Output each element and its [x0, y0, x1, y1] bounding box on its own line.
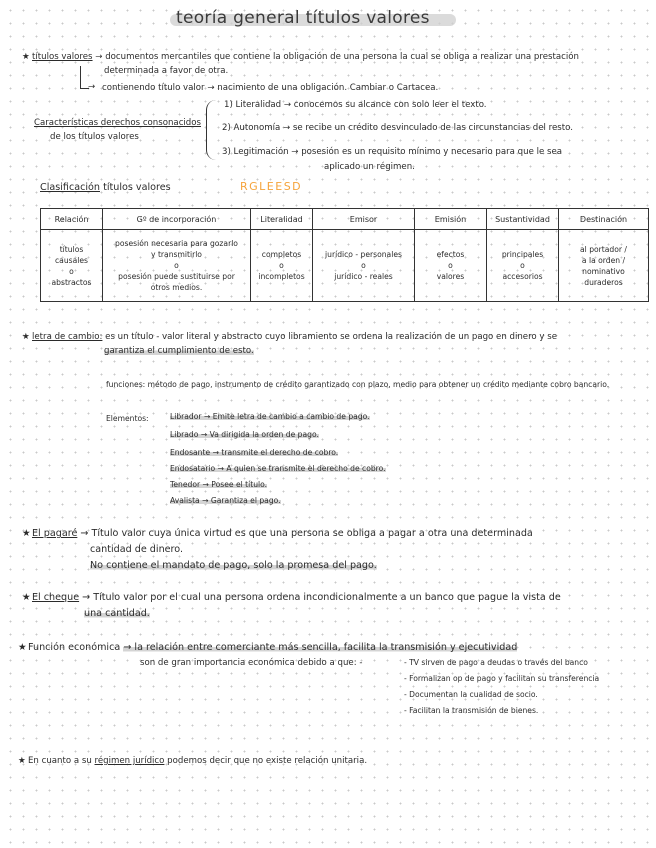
table-header-cell: Emisión [415, 209, 487, 230]
letra-bullet: ★ [22, 332, 30, 342]
funcion-item: - Formalizan op de pago y facilitan su transferencia [404, 674, 600, 683]
table-header-cell: Gº de incorporación [103, 209, 251, 230]
arrow-icon: → [95, 52, 103, 62]
elemento-item: Librado → Va dirigida la orden de pago. [170, 430, 319, 439]
funcion-bullet: ★ [18, 642, 27, 653]
elemento-item: Endosatario → A quien se transmite el derecho de cobro. [170, 464, 386, 473]
cell-line: efectos [436, 250, 465, 259]
contienen-text: título valor → nacimiento de una obligación. Cambiar o Cartacea. [158, 83, 439, 93]
cheque-line1: → Título valor por el cual una persona ordena incondicionalmente a un banco que pague la vista de [82, 592, 561, 603]
table-header-cell: Emisor [313, 209, 415, 230]
cell-line: jurídico - reales [334, 272, 393, 281]
elemento-item: Avalista → Garantiza el pago. [170, 496, 281, 505]
pagare-label: El pagaré [32, 528, 78, 539]
pagare-definition [32, 528, 533, 539]
cell-line: posesión puede sustituirse por [118, 272, 235, 281]
cheque-line2: una cantidad. [84, 608, 150, 619]
elementos-label: Elementos: [106, 414, 149, 423]
regimen-rest: podemos decir que no existe relación unitaria. [167, 756, 368, 766]
hook-arrow-icon: → [88, 82, 96, 92]
cheque-label: El cheque [32, 592, 80, 603]
table-cell-relacion [41, 230, 103, 302]
funcion-item-text: Facilitan la transmisión de bienes. [409, 706, 539, 715]
cheque-bullet: ★ [22, 592, 31, 603]
pagare-line1: → Título valor cuya única virtud es que una persona se obliga a pagar a otra una determinada [80, 528, 533, 539]
table-header-cell: Literalidad [251, 209, 313, 230]
pagare-bullet: ★ [22, 528, 31, 539]
cell-line: nominativo [582, 266, 625, 276]
regimen-bullet: ★ [18, 756, 26, 766]
titulos-valores-line1: documentos mercantiles que contiene la obligación de una persona la cual se obliga a realizar una prestación [105, 52, 579, 62]
caracteristica-3: 3) Legitimación → posesión es un requisito mínimo y necesario para que le sea [222, 147, 563, 157]
clasificacion-heading [40, 182, 171, 193]
cell-line: principales [501, 250, 544, 259]
funcion-item-text: Documentan la cualidad de socio. [409, 690, 538, 699]
funcion-line2: son de gran importancia económica debido a que: - [140, 658, 363, 668]
funcion-item: - TV sirven de pago a deudas o través del banco [404, 658, 588, 667]
caracteristicas-label-2: de los títulos valores [50, 132, 139, 142]
cell-line: o [448, 261, 453, 270]
table-header-cell: Relación [41, 209, 103, 230]
funcion-item: - Documentan la cualidad de socio. [404, 690, 538, 699]
cell-line: causales [55, 255, 88, 265]
funciones-text: método de pago, instrumento de crédito garantizado con plazo, medio para obtener un crédito mediante cobro bancario. [147, 380, 610, 389]
contienen-label: contienendo [102, 83, 156, 93]
cell-line: títulos [59, 244, 84, 254]
funcion-item: - Facilitan la transmisión de bienes. [404, 706, 539, 715]
funcion-item-text: TV sirven de pago a deudas o través del banco [409, 658, 588, 667]
regimen-prefix: En cuanto a su [28, 756, 92, 766]
cell-line: a la orden / [581, 255, 626, 265]
caracteristica-1: 1) Literalidad → conocemos su alcance con solo leer el texto. [224, 100, 487, 110]
cell-line: y transmitirlo [151, 250, 202, 259]
cell-line: o [520, 261, 525, 270]
table-cell-literalidad [251, 230, 313, 302]
cell-line: o [174, 261, 179, 270]
funcion-line1: → la relación entre comerciante más sencilla, facilita la transmisión y ejecutividad [123, 642, 518, 653]
letra-line1: es un título - valor literal y abstracto cuyo libramiento se ordena la realización de un pago en dinero y se [105, 332, 557, 342]
cell-line: incompletos [258, 272, 305, 281]
titulos-valores-definition [32, 52, 579, 62]
table-row [41, 230, 649, 302]
pagare-line2: cantidad de dinero. [90, 544, 184, 555]
cell-line: otros medios. [150, 283, 203, 292]
funcion-label: Función económica [28, 642, 121, 653]
table-header-cell: Destinación [559, 209, 649, 230]
caracteristica-3-cont: aplicado un régimen. [324, 162, 415, 172]
cell-line: abstractos [51, 277, 92, 287]
clasificacion-label: Clasificación [40, 182, 100, 193]
clasificacion-table [40, 208, 649, 302]
table-header-cell: Sustantividad [487, 209, 559, 230]
caracteristica-2: 2) Autonomía → se recibe un crédito desvinculado de las circunstancias del resto. [222, 123, 573, 133]
table-header-row [41, 209, 649, 230]
cell-line: completos [261, 250, 302, 259]
brace-bracket [206, 100, 217, 160]
pagare-line3: No contiene el mandato de pago, solo la promesa del pago. [90, 560, 377, 571]
funciones-label: funciones: [106, 380, 146, 389]
funcion-definition [28, 642, 517, 653]
clasificacion-rest: títulos valores [103, 182, 171, 193]
elemento-item: Tenedor → Posee el título. [170, 480, 268, 489]
cell-line: duraderos [584, 277, 623, 287]
elemento-item: Endosante → transmite el derecho de cobro. [170, 448, 339, 457]
caracteristicas-label-1: Características derechos consonacidos [34, 118, 201, 128]
cell-line: o [279, 261, 284, 270]
letra-label: letra de cambio: [32, 332, 103, 342]
contienen-row [102, 83, 438, 93]
cell-line: o [361, 261, 366, 270]
cell-line: al portador / [580, 244, 627, 254]
table-cell-emisor [313, 230, 415, 302]
table-cell-incorporacion [103, 230, 251, 302]
regimen-underlined: régimen jurídico [94, 756, 165, 766]
titulos-valores-bullet: ★ [22, 52, 30, 62]
page-title: teoría general títulos valores [176, 8, 430, 28]
cell-line: jurídico - personales [325, 250, 402, 259]
table-cell-destinacion [559, 230, 649, 302]
cell-line: o [69, 266, 74, 276]
cheque-definition [32, 592, 561, 603]
funcion-item-text: Formalizan op de pago y facilitan su transferencia [409, 674, 600, 683]
elemento-item: Librador → Emite letra de cambio a cambio de pago. [170, 412, 370, 421]
clasificacion-mnemonic: RGLEESD [240, 180, 303, 193]
titulos-valores-label: títulos valores [32, 52, 93, 62]
letra-line2: garantiza el cumplimiento de esto. [104, 346, 254, 356]
cell-line: accesorios [502, 272, 543, 281]
table-cell-emision [415, 230, 487, 302]
letra-definition [32, 332, 557, 342]
cell-line: posesión necesaria para gozarlo [115, 239, 238, 248]
letra-funciones [106, 380, 609, 389]
cell-line: valores [436, 272, 465, 281]
table-cell-sustantividad [487, 230, 559, 302]
titulos-valores-line2: determinada a favor de otra. [104, 66, 229, 76]
regimen-text [28, 756, 367, 766]
